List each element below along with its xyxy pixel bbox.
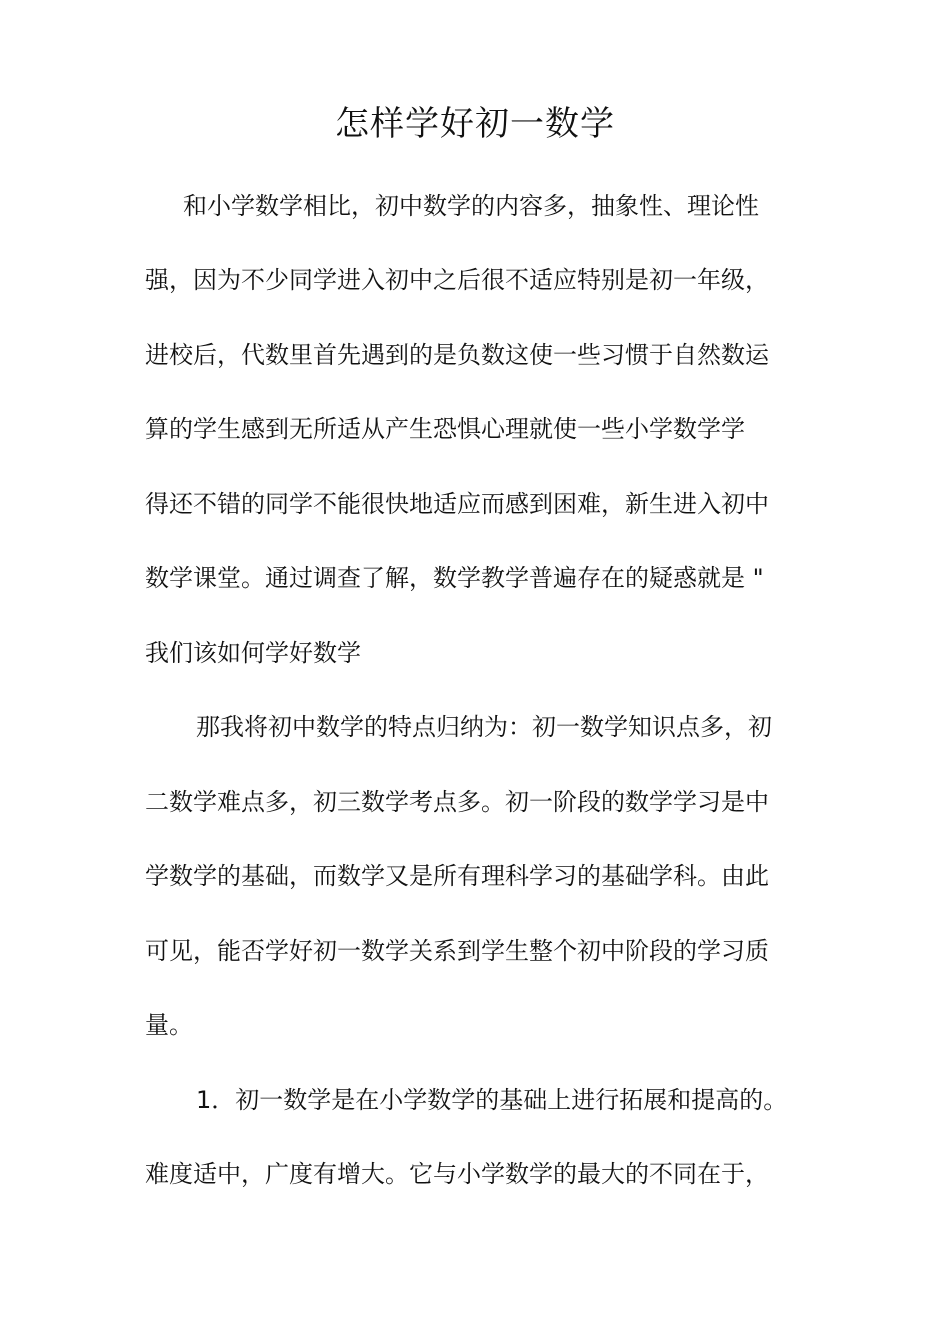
document-title: 怎样学好初一数学	[335, 104, 615, 144]
paragraph-1-line-7: 我们该如何学好数学	[145, 639, 361, 667]
paragraph-3-line-2: 难度适中，广度有增大。它与小学数学的最大的不同在于，	[145, 1160, 769, 1188]
paragraph-1-line-2: 强，因为不少同学进入初中之后很不适应特别是初一年级，	[145, 266, 769, 294]
paragraph-1-line-3: 进校后，代数里首先遇到的是负数这使一些习惯于自然数运	[145, 341, 769, 369]
paragraph-2-line-5: 量。	[145, 1011, 193, 1039]
paragraph-2-line-4: 可见，能否学好初一数学关系到学生整个初中阶段的学习质	[145, 937, 769, 965]
paragraph-1-line-1: 和小学数学相比，初中数学的内容多，抽象性、理论性	[183, 192, 759, 220]
paragraph-3-line-1: 1．初一数学是在小学数学的基础上进行拓展和提高的。	[196, 1086, 788, 1114]
paragraph-2-line-2: 二数学难点多，初三数学考点多。初一阶段的数学学习是中	[145, 788, 769, 816]
paragraph-1-line-4: 算的学生感到无所适从产生恐惧心理就使一些小学数学学	[145, 415, 745, 443]
paragraph-2-line-3: 学数学的基础，而数学又是所有理科学习的基础学科。由此	[145, 862, 769, 890]
paragraph-2-line-1: 那我将初中数学的特点归纳为：初一数学知识点多，初	[196, 713, 772, 741]
paragraph-1-line-5: 得还不错的同学不能很快地适应而感到困难，新生进入初中	[145, 490, 769, 518]
paragraph-1-line-6: 数学课堂。通过调查了解，数学教学普遍存在的疑惑就是 "	[145, 564, 764, 592]
